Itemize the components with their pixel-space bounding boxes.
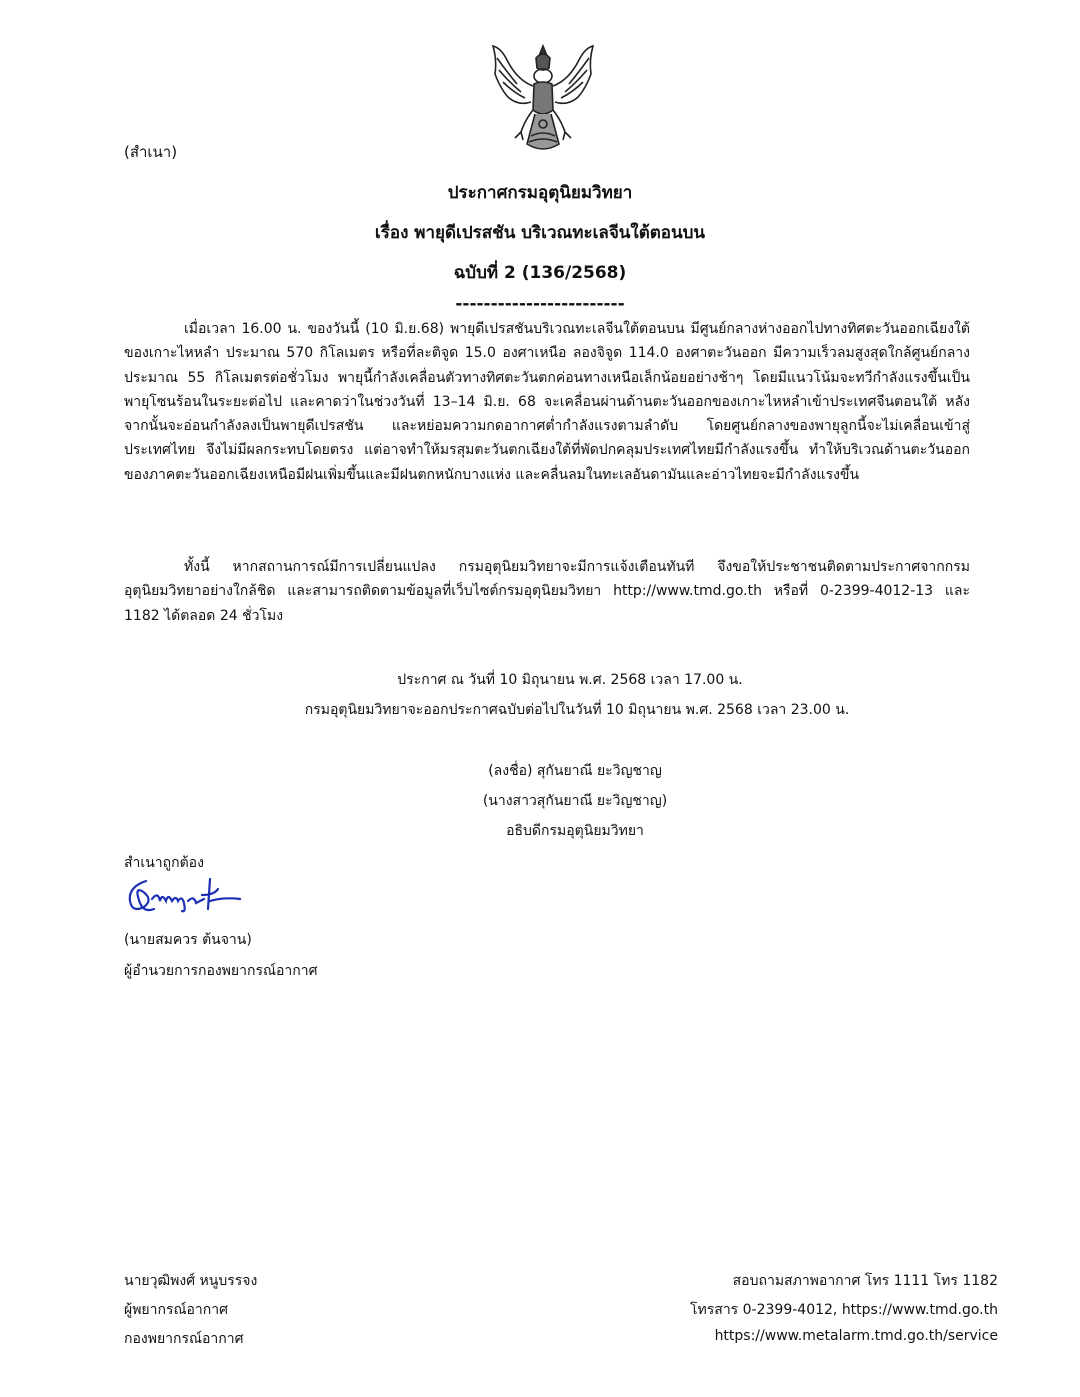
- title-divider: ------------------------: [455, 294, 625, 314]
- copy-mark: (สำเนา): [124, 143, 178, 161]
- signatory-signed: (ลงชื่อ) สุกันยาณี ยะวิญชาญ: [488, 763, 662, 779]
- announcement-title: ประกาศกรมอุตุนิยมวิทยา: [447, 183, 633, 203]
- announcement-issue: ฉบับที่ 2 (136/2568): [453, 263, 627, 283]
- garuda-emblem-icon: [487, 40, 599, 156]
- certifier-name: (นายสมควร ต้นจาน): [124, 932, 252, 948]
- contact-phone: สอบถามสภาพอากาศ โทร 1111 โทร 1182: [732, 1273, 998, 1289]
- contact-fax-website: โทรสาร 0-2399-4012, https://www.tmd.go.th: [690, 1302, 998, 1318]
- body-paragraph-2: ทั้งนี้ หากสถานการณ์มีการเปลี่ยนแปลง กรมอุตุนิยมวิทยาจะมีการแจ้งเตือนทันที จึงขอให้ประชาชนติดตามประกาศจากกรมอุตุนิยมวิทยาอย่างใกล้ชิด และสามารถติดตามข้อมูลที่เว็บไซต์กรมอุตุนิยมวิทยา http://www.tmd.go.th หรือที่ 0-2399-4012-13 และ 1182 ได้ตลอด 24 ชั่วโมง: [124, 559, 970, 624]
- handwritten-signature: [124, 873, 244, 917]
- certifier-position: ผู้อำนวยการกองพยากรณ์อากาศ: [124, 963, 318, 979]
- forecaster-division: กองพยากรณ์อากาศ: [124, 1331, 244, 1347]
- signatory-full-name: (นางสาวสุกันยาณี ยะวิญชาญ): [482, 793, 668, 809]
- announced-date: ประกาศ ณ วันที่ 10 มิถุนายน พ.ศ. 2568 เวลา 17.00 น.: [397, 672, 743, 688]
- forecaster-name: นายวุฒิพงศ์ หนูบรรจง: [124, 1273, 258, 1289]
- contact-service-link: https://www.metalarm.tmd.go.th/service: [714, 1328, 998, 1344]
- body-paragraph-1: เมื่อเวลา 16.00 น. ของวันนี้ (10 มิ.ย.68) พายุดีเปรสชันบริเวณทะเลจีนใต้ตอนบน มีศูนย์กลางห่างออกไปทางทิศตะวันออกเฉียงใต้ของเกาะไหหลำ ประมาณ 570 กิโลเมตร หรือที่ละติจูด 15.0 องศาเหนือ ลองจิจูด 114.0 องศาตะวันออก มีความเร็วลมสูงสุดใกล้ศูนย์กลางประมาณ 55 กิโลเมตรต่อชั่วโมง พายุนี้กำลังเคลื่อนตัวทางทิศตะวันตกค่อนทางเหนือเล็กน้อยอย่างช้าๆ โดยมีแนวโน้มจะทวีกำลังแรงขึ้นเป็นพายุโซนร้อนในระยะต่อไป และคาดว่าในช่วงวันที่ 13–14 มิ.ย. 68 จะเคลื่อนผ่านด้านตะวันออกของเกาะไหหลำเข้าประเทศจีนตอนใต้ หลังจากนั้นจะอ่อนกำลังลงเป็นพายุดีเปรสชัน และหย่อมความกดอากาศต่ำกำลังแรงตามลำดับ โดยศูนย์กลางของพายุลูกนี้จะไม่เคลื่อนเข้าสู่ประเทศไทย จึงไม่มีผลกระทบโดยตรง แต่อาจทำให้มรสุมตะวันตกเฉียงใต้ที่พัดปกคลุมประเทศไทยมีกำลังแรงขึ้น ทำให้บริเวณด้านตะวันออกของภาคตะวันออกเฉียงเหนือมีฝนเพิ่มขึ้นและมีฝนตกหนักบางแห่ง และคลื่นลมในทะเลอันดามันและอ่าวไทยจะมีกำลังแรงขึ้น: [124, 321, 970, 483]
- certification-label: สำเนาถูกต้อง: [124, 855, 204, 871]
- next-issue-notice: กรมอุตุนิยมวิทยาจะออกประกาศฉบับต่อไปในวันที่ 10 มิถุนายน พ.ศ. 2568 เวลา 23.00 น.: [304, 702, 850, 718]
- forecaster-title: ผู้พยากรณ์อากาศ: [124, 1302, 228, 1318]
- announcement-subject: เรื่อง พายุดีเปรสชัน บริเวณทะเลจีนใต้ตอนบน: [374, 223, 706, 243]
- signatory-position: อธิบดีกรมอุตุนิยมวิทยา: [506, 823, 644, 839]
